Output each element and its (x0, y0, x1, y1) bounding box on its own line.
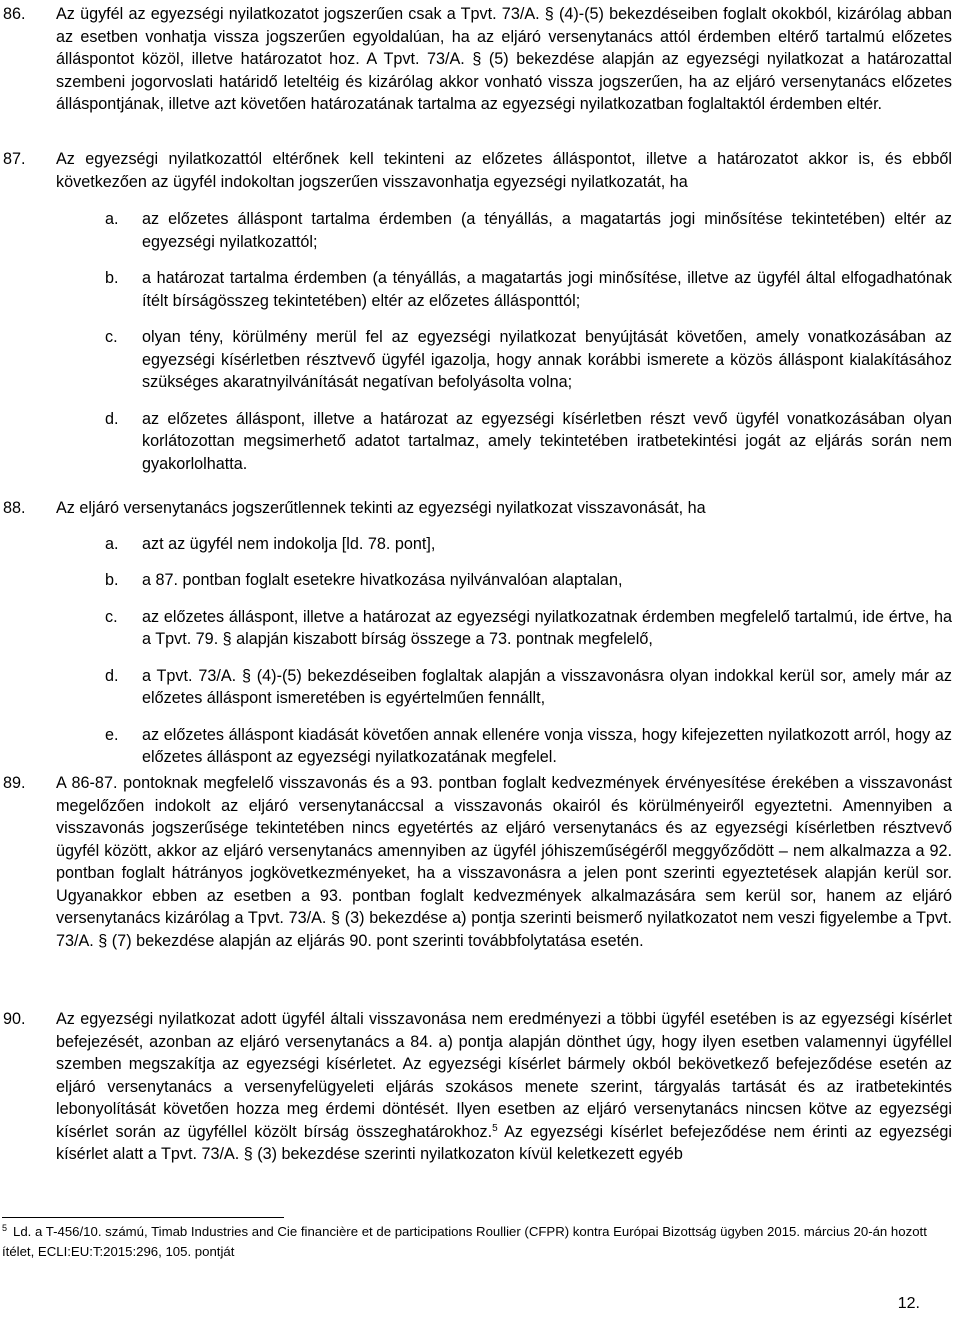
list-item-text: olyan tény, körülmény merül fel az egyezségi nyilatkozat benyújtását követően, amely vonatkozásában az egyezségi kísérletben résztvevő ügyfél igazolja, hogy annak korábbi ismerete a közös álláspont kialakításához szükséges akaratnyilvánítását negatívan befolyásolta volna; (142, 328, 952, 391)
paragraph-number: 89. (3, 774, 26, 792)
list-item-label: a. (105, 534, 119, 553)
paragraph-87 (0, 148, 960, 475)
footnote (2, 1222, 957, 1262)
list-item-label: a. (105, 210, 119, 228)
paragraph-text: A 86-87. pontoknak megfelelő visszavonás és a 93. pontban foglalt kedvezmények érvényesítése érekében a visszavonást megelőzően indokolt az eljáró versenytanáccsal a visszavonás okairól és körülményeiről egyeztetni. Amennyiben a visszavonás jogszerűsége tekintetében nincs egyetértés az eljáró versenytanács és az egyezségi kísérletben résztvevő ügyfél között, akkor az eljáró versenytanács amennyiben az ügyfél jóhiszeműségéről meggyőződött – nem alkalmazza a 92. pontban foglalt hátrányos jogkövetkezményeket, ha a visszavonásra a jelen pont szerinti egyeztetések alapján kerül sor. Ugyanakkor ebben az esetben a 93. pontban foglalt kedvezmények alkalmazására sem kerül sor, hanem az eljáró versenytanács kizárólag a Tpvt. 73/A. § (3) bekezdése a) pontja szerinti beismerő nyilatkozatot nem veszi figyelembe a Tpvt. 73/A. § (7) bekezdése alapján az eljárás 90. pont szerinti továbbfolytatása esetén. (56, 774, 952, 950)
paragraph-text: Az egyezségi nyilatkozattól eltérőnek kell tekinteni az előzetes álláspontot, illetve a határozatot akkor is, és ebből következően az ügyfél indokoltan jogszerűen visszavonhatja egyezségi nyilatkozatát, ha (56, 150, 952, 191)
list-item (0, 665, 960, 710)
list-item-label: d. (105, 409, 119, 428)
list-item-label: e. (105, 725, 119, 744)
list-item-text: az előzetes álláspont tartalma érdemben (a tényállás, a magatartás jogi minősítése tekintetében) eltér az egyezségi nyilatkozattól; (142, 210, 952, 251)
list-item (0, 533, 960, 556)
list-item (0, 267, 960, 312)
paragraph-text-part: Az egyezségi nyilatkozat adott ügyfél általi visszavonása nem eredményezi a többi ügyfél esetében is az egyezségi kísérlet befejezését, azonban az eljáró versenytanács a 84. a) pontja alapján dönthet úgy, hogy ilyen esetben valamennyi ügyféllel szemben megszakítja az egyezségi kísérletet. Az egyezségi kísérlet bármely okból bekövetkező befejeződése esetén az eljáró versenytanács a versenyfelügyeleti eljárás szokásos menete szerint, tárgyalás tartását és az iratbetekintés lebonyolítását követően hozza meg érdemi döntését. Ilyen esetben az eljáró versenytanács nincsen kötve az egyezségi kísérlet során az ügyféllel közölt bírság összeghatárokhoz. (56, 1010, 952, 1141)
list-item-label: b. (105, 571, 119, 589)
paragraph-86 (0, 3, 960, 116)
paragraph-text-part: Az egyezségi kísérlet befejeződése nem érinti az egyezségi kísérlet alatt a Tpvt. 73/A. § (3) bekezdése szerinti nyilatkozaton kívül keletkezett egyéb (56, 1122, 952, 1163)
list-item-label: d. (105, 666, 119, 685)
list-item-text: az előzetes álláspont, illetve a határozat az egyezségi kísérletben részt vevő ügyfél vonatkozásában olyan korlátozottan megsimerhető adatot tartalmaz, amely tekintetében iratbetekintési jogát az eljárás során nem gyakorlolhatta. (142, 409, 952, 473)
list-item-text: a 87. pontban foglalt esetekre hivatkozása nyilvánvalóan alaptalan, (142, 571, 623, 589)
paragraph-number: 87. (3, 150, 26, 168)
list-item-text: az előzetes álláspont kiadását követően annak ellenére vonja vissza, hogy kifejezetten nyilatkozott arról, hogy az előzetes álláspont az egyezségi nyilatkozatának megfelel. (142, 725, 952, 766)
page-number: 12. (897, 1295, 920, 1312)
footnote-divider (2, 1217, 284, 1218)
paragraph-text (56, 1008, 952, 1166)
footnote-text: Ld. a T-456/10. számú, Timab Industries and Cie financière et de participations Roullier (CFPR) kontra Európai Bizottság ügyben 2015. március 20-án hozott ítélet, ECLI:EU:T:2015:296, 105. pontját (2, 1224, 927, 1259)
footnote-mark: 5 (2, 1223, 8, 1233)
paragraph-number: 90. (3, 1010, 26, 1028)
paragraph-88 (0, 497, 960, 769)
list-item (0, 569, 960, 592)
list-item-text: a határozat tartalma érdemben (a tényállás, a magatartás jogi minősítése, illetve az ügyfél által elfogadhatónak ítélt bírságösszeg tekintetében) eltér az előzetes állásponttól; (142, 269, 952, 310)
list-item-text: az előzetes álláspont, illetve a határozat az egyezségi nyilatkozatnak érdemben megfelelő tartalmú, ide értve, ha a Tpvt. 79. § alapján kiszabott bírság összege a 73. pontnak megfelelő, (142, 607, 952, 648)
list-item (0, 326, 960, 394)
paragraph-text: Az eljáró versenytanács jogszerűtlennek tekinti az egyezségi nyilatkozat visszavonását, ha (56, 499, 706, 517)
list-item-label: b. (105, 269, 119, 287)
paragraph-89 (0, 772, 960, 952)
paragraph-90 (0, 1008, 960, 1166)
paragraph-number: 86. (3, 5, 26, 23)
paragraph-number: 88. (3, 499, 26, 517)
list-item-label: c. (105, 328, 118, 346)
list-item-text: azt az ügyfél nem indokolja [ld. 78. pont], (142, 534, 436, 553)
list-item (0, 408, 960, 476)
list-item (0, 724, 960, 769)
footnote-reference[interactable]: 5 (492, 1122, 498, 1134)
list-item (0, 606, 960, 651)
list-item-label: c. (105, 607, 118, 626)
list-item-text: a Tpvt. 73/A. § (4)-(5) bekezdéseiben foglaltak alapján a visszavonásra olyan indokkal kerül sor, amely már az előzetes álláspont ismeretében is egyértelműen fennállt, (142, 666, 952, 707)
list-item (0, 208, 960, 253)
paragraph-text: Az ügyfél az egyezségi nyilatkozatot jogszerűen csak a Tpvt. 73/A. § (4)-(5) bekezdéseiben foglalt okokból, kizárólag abban az esetben vonhatja vissza jogszerűen egyoldalúan, ha az eljáró versenytanács attól érdemben eltérő tartalmú előzetes álláspontot közöl, illetve határozatot hoz. A Tpvt. 73/A. § (5) bekezdése alapján az egyezségi nyilatkozat a határozattal szembeni jogorvoslati határidő leteltéig és kizárólag akkor vonható vissza jogszerűen, ha az eljáró versenytanács előzetes álláspontjának, illetve azt követően határozatának tartalma az egyezségi nyilatkozatban foglaltaktól érdemben eltér. (56, 5, 952, 113)
